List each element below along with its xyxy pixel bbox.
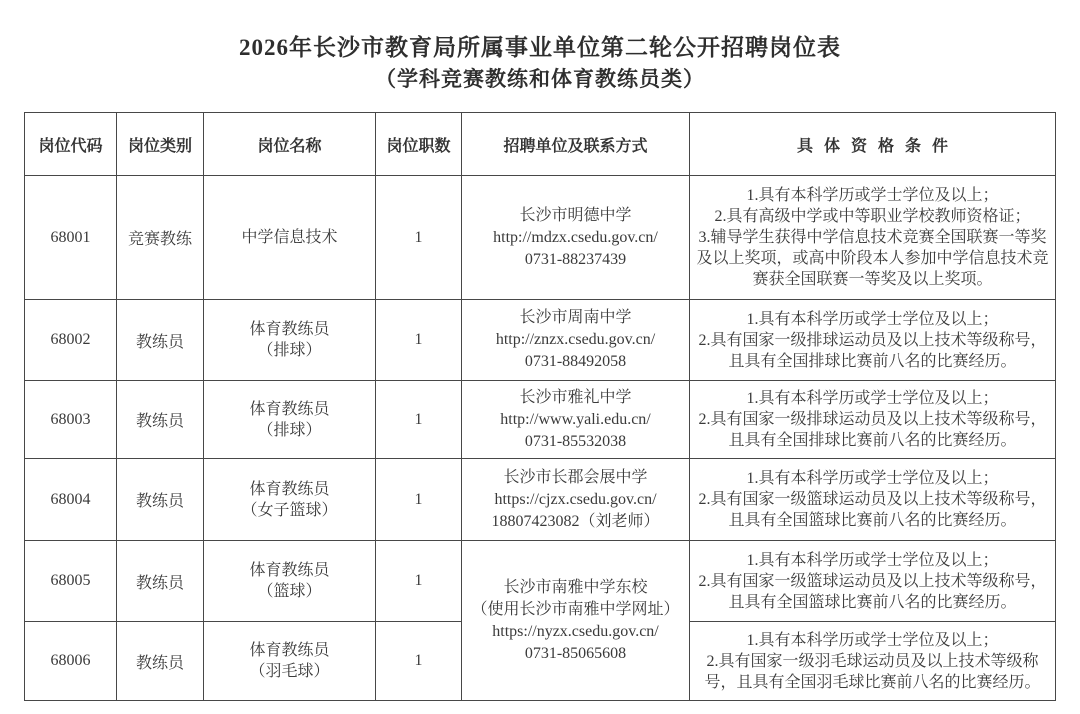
document-title: 2026年长沙市教育局所属事业单位第二轮公开招聘岗位表 — [239, 35, 841, 60]
qualification-item: 3.辅导学生获得中学信息技术竞赛全国联赛一等奖及以上奖项，或高中阶段本人参加中学信息技术竞赛获全国联赛一等奖及以上奖项。 — [696, 229, 1049, 288]
position-name — [204, 622, 376, 701]
employer-phone: 0731-85065608 — [524, 644, 627, 662]
employer-phone: 0731-85532038 — [524, 432, 627, 450]
qualification-item: 1.具有本科学历或学士学位及以上； — [746, 631, 999, 649]
qualification-item: 1.具有本科学历或学士学位及以上； — [746, 310, 999, 328]
position-category: 教练员 — [117, 459, 204, 541]
qualifications — [690, 622, 1056, 701]
qualifications — [690, 176, 1056, 300]
position-name-line: 体育教练员 — [249, 562, 330, 579]
position-code: 68005 — [25, 541, 117, 622]
employer-phone: 0731-88492058 — [524, 353, 627, 370]
position-name — [204, 176, 376, 300]
employer-phone: 0731-88237439 — [524, 250, 627, 268]
position-name — [204, 459, 376, 541]
table-row — [25, 300, 1056, 381]
qualification-item: 2.具有高级中学或中等职业学校教师资格证； — [714, 208, 1031, 225]
qualification-item: 1.具有本科学历或学士学位及以上； — [746, 470, 999, 487]
position-code: 68003 — [25, 381, 117, 459]
position-name-line: （篮球） — [257, 583, 322, 600]
position-count: 1 — [376, 300, 462, 381]
position-name-line: 体育教练员 — [249, 480, 330, 498]
position-code: 68006 — [25, 622, 117, 701]
position-name — [204, 300, 376, 381]
header-position-code: 岗位代码 — [25, 113, 117, 176]
employer-url: http://www.yali.edu.cn/ — [500, 410, 651, 428]
position-name-line: （女子篮球） — [241, 501, 338, 519]
employer-contact-merged — [462, 541, 690, 701]
position-count: 1 — [376, 459, 462, 541]
qualification-item: 1.具有本科学历或学士学位及以上； — [746, 390, 999, 407]
employer-contact — [462, 176, 690, 300]
position-count: 1 — [376, 622, 462, 701]
document-title-block — [0, 0, 1080, 96]
header-employer-contact: 招聘单位及联系方式 — [462, 113, 690, 176]
qualifications — [690, 300, 1056, 381]
table-row — [25, 381, 1056, 459]
employer-contact — [462, 381, 690, 459]
position-category: 教练员 — [117, 541, 204, 622]
employer-contact — [462, 300, 690, 381]
header-qualifications: 具体资格条件 — [690, 113, 1056, 176]
position-category: 教练员 — [117, 300, 204, 381]
position-name-line: （羽毛球） — [249, 663, 330, 680]
position-code: 68002 — [25, 300, 117, 381]
qualifications — [690, 541, 1056, 622]
position-count: 1 — [376, 381, 462, 459]
qualification-item: 1.具有本科学历或学士学位及以上； — [746, 551, 999, 569]
table-row — [25, 541, 1056, 622]
position-name — [204, 541, 376, 622]
position-name-line: 体育教练员 — [249, 642, 330, 659]
employer-name: 长沙市明德中学 — [519, 206, 632, 224]
header-position-count: 岗位职数 — [376, 113, 462, 176]
position-category: 教练员 — [117, 622, 204, 701]
header-position-name: 岗位名称 — [204, 113, 376, 176]
qualification-item: 2.具有国家一级篮球运动员及以上技术等级称号，且具有全国篮球比赛前八名的比赛经历。 — [698, 572, 1047, 611]
qualification-item: 2.具有国家一级羽毛球运动员及以上技术等级称号，且具有全国羽毛球比赛前八名的比赛经历。 — [704, 652, 1041, 691]
header-position-category: 岗位类别 — [117, 113, 204, 176]
position-name — [204, 381, 376, 459]
qualification-item: 2.具有国家一级篮球运动员及以上技术等级称号，且具有全国篮球比赛前八名的比赛经历。 — [698, 491, 1047, 529]
employer-phone: 18807423082（刘老师） — [491, 512, 660, 530]
position-category: 教练员 — [117, 381, 204, 459]
document-subtitle: （学科竞赛教练和体育教练员类） — [375, 67, 705, 91]
employer-url: https://nyzx.csedu.gov.cn/ — [492, 622, 659, 640]
recruitment-positions-table — [24, 112, 1056, 701]
employer-contact — [462, 459, 690, 541]
position-code: 68001 — [25, 176, 117, 300]
table-row — [25, 459, 1056, 541]
table-row — [25, 176, 1056, 300]
employer-url: http://mdzx.csedu.gov.cn/ — [493, 228, 658, 246]
employer-url: http://znzx.csedu.gov.cn/ — [495, 331, 656, 348]
position-name-line: 中学信息技术 — [241, 229, 338, 246]
employer-name: 长沙市南雅中学东校 — [503, 578, 648, 596]
qualification-item: 2.具有国家一级排球运动员及以上技术等级称号，且具有全国排球比赛前八名的比赛经历。 — [698, 331, 1047, 370]
position-name-line: 体育教练员 — [249, 321, 330, 338]
employer-name: 长沙市雅礼中学 — [519, 388, 632, 406]
position-name-line: （排球） — [257, 421, 322, 439]
table-header-row — [25, 113, 1056, 176]
employer-name: 长沙市长郡会展中学 — [503, 468, 648, 486]
position-name-line: （排球） — [257, 342, 322, 359]
position-name-line: 体育教练员 — [249, 400, 330, 418]
qualifications — [690, 459, 1056, 541]
position-code: 68004 — [25, 459, 117, 541]
employer-note: （使用长沙市南雅中学网址） — [471, 600, 680, 618]
position-category: 竞赛教练 — [117, 176, 204, 300]
position-count: 1 — [376, 541, 462, 622]
qualifications — [690, 381, 1056, 459]
employer-name: 长沙市周南中学 — [519, 309, 632, 326]
position-count: 1 — [376, 176, 462, 300]
employer-url: https://cjzx.csedu.gov.cn/ — [494, 490, 657, 508]
qualification-item: 2.具有国家一级排球运动员及以上技术等级称号，且具有全国排球比赛前八名的比赛经历。 — [698, 411, 1047, 449]
qualification-item: 1.具有本科学历或学士学位及以上； — [746, 187, 999, 204]
